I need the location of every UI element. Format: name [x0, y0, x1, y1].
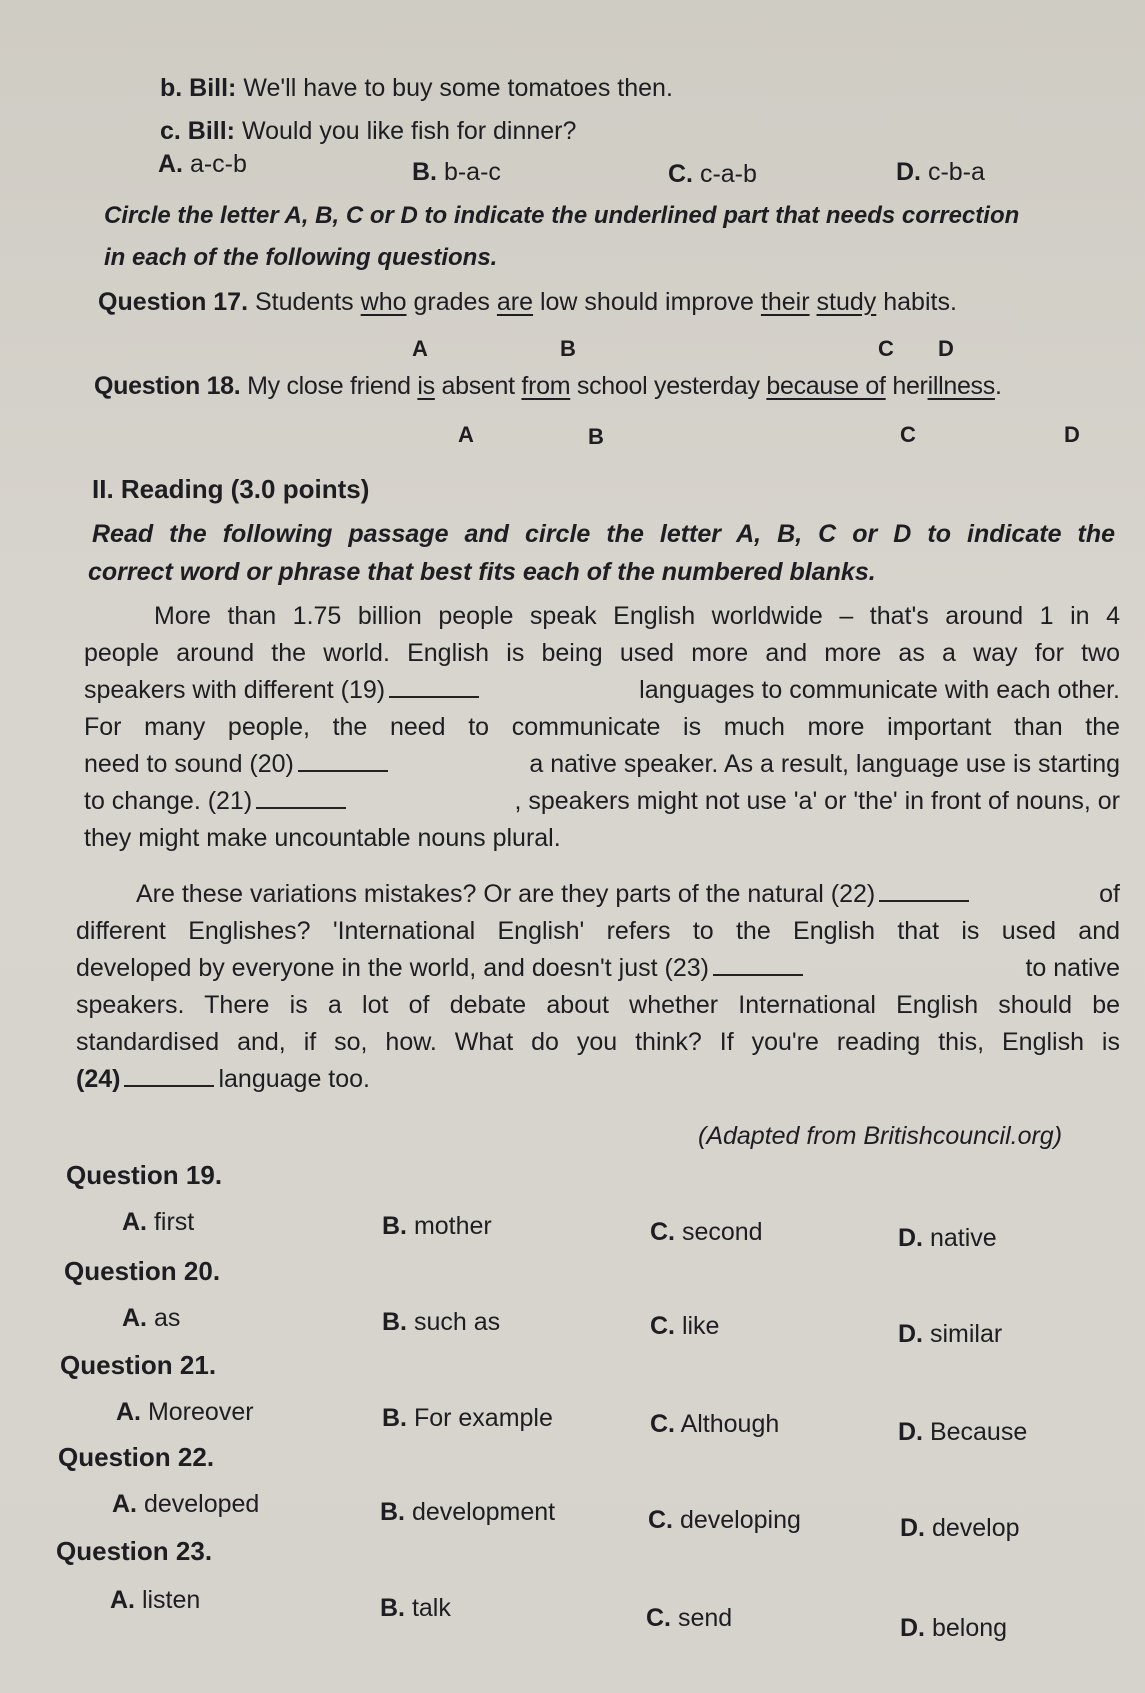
marker-c: C	[878, 336, 894, 361]
speaker-label: b. Bill:	[160, 74, 237, 102]
speaker-label: c. Bill:	[160, 117, 236, 145]
passage-line: of	[1099, 880, 1120, 908]
underlined-part-c[interactable]: because of	[766, 372, 886, 400]
option-text: development	[411, 1498, 556, 1526]
option-text: like	[681, 1312, 720, 1340]
question-22-label: Question 22.	[58, 1442, 215, 1472]
passage-line: speakers. There is a lot of debate about whether International English should be	[76, 991, 1120, 1019]
option-text: developing	[679, 1506, 801, 1534]
marker-d: D	[1064, 422, 1080, 447]
dialogue-text: We'll have to buy some tomatoes then.	[243, 74, 673, 102]
passage-paragraph-1	[84, 598, 1120, 857]
option-text: Because	[929, 1418, 1028, 1446]
passage-line: different Englishes? 'International English' refers to the English that is used and	[76, 917, 1120, 945]
passage-line: Are these variations mistakes? Or are they parts of the natural (22)	[136, 880, 876, 908]
sentence-text: absent	[441, 372, 515, 400]
passage-line: a native speaker. As a result, language use is starting	[529, 750, 1120, 778]
option-letter: A.	[110, 1586, 135, 1614]
error-instruction-line-1: Circle the letter A, B, C or D to indicate the underlined part that needs correction	[104, 202, 1020, 229]
option-letter: D.	[898, 1320, 923, 1348]
option-text: c-a-b	[699, 160, 757, 188]
sentence-text: low should improve	[539, 288, 754, 316]
question-label: Question 17.	[98, 288, 249, 316]
option-text: Although	[680, 1410, 780, 1438]
question-17	[98, 288, 957, 317]
underlined-part-b[interactable]: are	[496, 288, 534, 316]
marker-a: A	[412, 336, 428, 361]
q21-option-a[interactable]	[116, 1398, 254, 1427]
option-text: Moreover	[147, 1398, 254, 1426]
option-text: a-c-b	[189, 150, 247, 178]
passage-line: , speakers might not use 'a' or 'the' in front of nouns, or	[514, 787, 1120, 815]
option-letter: C.	[650, 1218, 675, 1246]
option-letter: A.	[112, 1490, 137, 1518]
option-b[interactable]	[412, 158, 501, 187]
passage-line: speakers with different (19)	[84, 676, 386, 704]
blank-23[interactable]	[713, 954, 803, 976]
option-text: talk	[411, 1594, 451, 1622]
option-letter: A.	[122, 1208, 147, 1236]
q21-option-c[interactable]	[650, 1410, 779, 1439]
option-letter: B.	[380, 1594, 405, 1622]
sentence-text: .	[994, 372, 1002, 400]
option-c[interactable]	[668, 160, 757, 189]
passage-line: developed by everyone in the world, and doesn't just (23)	[76, 954, 709, 982]
q20-option-c[interactable]	[650, 1312, 719, 1341]
q22-option-c[interactable]	[648, 1506, 801, 1535]
question-18	[94, 372, 1002, 401]
option-text: mother	[413, 1212, 492, 1240]
option-letter: B.	[382, 1308, 407, 1336]
marker-b: B	[588, 424, 604, 449]
passage-line: For many people, the need to communicate is much more important than the	[84, 713, 1120, 741]
q20-option-b[interactable]	[382, 1308, 500, 1337]
q22-option-a[interactable]	[112, 1490, 259, 1519]
passage-line: need to sound (20)	[84, 750, 294, 778]
option-letter: C.	[650, 1410, 675, 1438]
q23-option-a[interactable]	[110, 1586, 200, 1615]
reading-instruction-line-1	[92, 520, 1115, 549]
marker-d: D	[938, 336, 954, 361]
underlined-part-a[interactable]: who	[360, 288, 407, 316]
option-text: native	[929, 1224, 997, 1252]
option-text: send	[677, 1604, 733, 1632]
passage-line: they might make uncountable nouns plural.	[84, 824, 561, 852]
passage-line: to native	[1025, 954, 1120, 982]
passage-source: (Adapted from Britishcouncil.org)	[698, 1122, 1063, 1150]
sentence-text: Students	[255, 288, 354, 316]
reading-heading: II. Reading (3.0 points)	[92, 474, 370, 504]
option-text: listen	[141, 1586, 201, 1614]
question-20-label: Question 20.	[64, 1256, 221, 1286]
passage-line: language too.	[218, 1065, 370, 1093]
underlined-part-c[interactable]: their	[760, 288, 810, 316]
option-text: as	[153, 1304, 181, 1332]
q19-option-d[interactable]	[898, 1224, 997, 1253]
option-letter: B.	[382, 1404, 407, 1432]
option-letter: C.	[650, 1312, 675, 1340]
sentence-text: grades	[413, 288, 490, 316]
blank-20[interactable]	[298, 750, 388, 772]
option-letter: C.	[648, 1506, 673, 1534]
passage-line: More than 1.75 billion people speak English worldwide – that's around 1 in 4	[154, 602, 1120, 630]
option-d[interactable]	[896, 158, 985, 187]
option-letter: D.	[900, 1514, 925, 1542]
underlined-part-b[interactable]: from	[521, 372, 571, 400]
passage-line: to change. (21)	[84, 787, 253, 815]
option-letter: D.	[896, 158, 921, 186]
option-text: c-b-a	[927, 158, 985, 186]
sentence-text: My close friend	[247, 372, 411, 400]
option-text: develop	[931, 1514, 1020, 1542]
blank-19[interactable]	[389, 676, 479, 698]
option-text: belong	[931, 1614, 1008, 1642]
q20-option-d[interactable]	[898, 1320, 1002, 1349]
sentence-text: habits.	[883, 288, 957, 316]
option-letter: A.	[158, 150, 183, 178]
option-text: first	[153, 1208, 195, 1236]
option-letter: B.	[380, 1498, 405, 1526]
passage-line: (24)	[76, 1065, 121, 1093]
option-text: For example	[413, 1404, 553, 1432]
q23-option-d[interactable]	[900, 1614, 1007, 1643]
question-23-label: Question 23.	[56, 1536, 213, 1566]
option-letter: A.	[116, 1398, 141, 1426]
underlined-part-a[interactable]: is	[417, 372, 435, 400]
option-text: b-a-c	[443, 158, 501, 186]
option-text: second	[681, 1218, 763, 1246]
option-letter: C.	[668, 160, 693, 188]
question-19-label: Question 19.	[66, 1160, 223, 1190]
sentence-text: her	[892, 372, 928, 400]
option-letter: B.	[412, 158, 437, 186]
dialogue-line-b	[160, 74, 673, 103]
q21-option-b[interactable]	[382, 1404, 553, 1433]
passage-line: languages to communicate with each other.	[639, 676, 1120, 704]
underlined-part-d[interactable]: illness	[927, 372, 995, 400]
blank-24[interactable]	[124, 1065, 214, 1087]
option-text: similar	[929, 1320, 1003, 1348]
marker-a: A	[458, 422, 474, 447]
dialogue-line-c	[160, 117, 576, 146]
q19-option-c[interactable]	[650, 1218, 763, 1247]
option-letter: C.	[646, 1604, 671, 1632]
passage-paragraph-2	[76, 876, 1120, 1098]
option-text: such as	[413, 1308, 501, 1336]
option-letter: B.	[382, 1212, 407, 1240]
underlined-part-d[interactable]: study	[816, 288, 877, 316]
instruction-text: Read the following passage and circle the letter A, B, C or D to indicate the	[92, 520, 1115, 548]
marker-c: C	[900, 422, 916, 447]
q22-option-b[interactable]	[380, 1498, 555, 1527]
q23-option-c[interactable]	[646, 1604, 732, 1633]
passage-line: people around the world. English is being used more and more as a way for two	[84, 639, 1120, 667]
option-letter: D.	[898, 1224, 923, 1252]
q19-option-a[interactable]	[122, 1208, 194, 1237]
sentence-text: school yesterday	[576, 372, 760, 400]
reading-instruction-line-2: correct word or phrase that best fits each of the numbered blanks.	[88, 558, 876, 586]
question-21-label: Question 21.	[60, 1350, 217, 1380]
q23-option-b[interactable]	[380, 1594, 451, 1623]
dialogue-text: Would you like fish for dinner?	[241, 117, 577, 145]
q21-option-d[interactable]	[898, 1418, 1027, 1447]
option-letter: D.	[898, 1418, 923, 1446]
blank-22[interactable]	[879, 880, 969, 902]
q19-option-b[interactable]	[382, 1212, 492, 1241]
error-instruction-line-2: in each of the following questions.	[104, 244, 498, 271]
blank-21[interactable]	[256, 787, 346, 809]
marker-b: B	[560, 336, 576, 361]
option-letter: A.	[122, 1304, 147, 1332]
option-text: developed	[143, 1490, 260, 1518]
option-a[interactable]	[158, 150, 247, 179]
question-label: Question 18.	[94, 372, 241, 400]
passage-line: standardised and, if so, how. What do you think? If you're reading this, English is	[76, 1028, 1120, 1056]
q20-option-a[interactable]	[122, 1304, 180, 1333]
option-letter: D.	[900, 1614, 925, 1642]
q22-option-d[interactable]	[900, 1514, 1020, 1543]
